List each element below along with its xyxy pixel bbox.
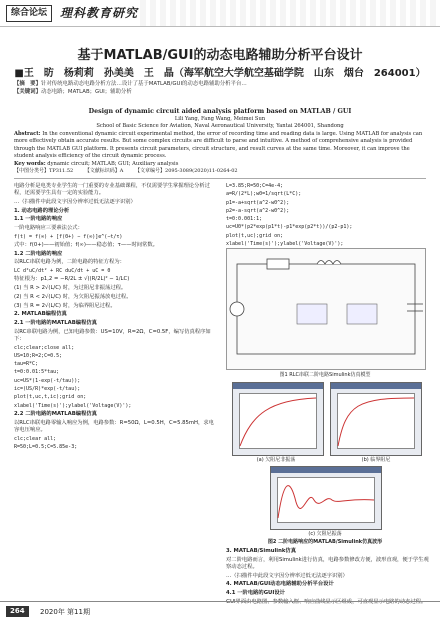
body-paragraph: 电路分析是电类专业学生的一门重要的专业基础课程，不仅需要学生掌握理论分析过程，还需要学生具有一定的实验能力。 [14,183,210,197]
body-paragraph: 式中：f(0+)——初始值；f(∞)——稳态值；τ——时间常数。 [14,242,158,249]
inductor-symbol [317,261,341,265]
sim-plot [239,393,317,449]
body-paragraph: …（扫描件中此段文字因分辨率过低无法逐字识别） [14,198,136,205]
keywords-label: 【关键词】 [14,89,41,95]
section-heading: 4.1 一阶电路的GUI设计 [226,590,285,597]
english-title: Design of dynamic circuit aided analysis platform based on MATLAB / GUI [88,108,352,115]
english-affiliation: School of Basic Science for Aviation, Naval Aeronautical University, Yantai 264001, Shandong [96,123,344,129]
code-line: R=50;L=0.5;C=5.85e-3; [14,443,78,450]
body-column-left [14,183,217,452]
sim-titlebar [271,467,381,473]
code-line: f(t) = f(∞) + [f(0+) − f(∞)]e^(−t/τ) [14,233,123,240]
body-paragraph: 以RLC串联电路零输入响应为例，电路参数：R=50Ω，L=0.5H，C=5.85mH，求电容电压响应。 [14,419,214,433]
body-paragraph: 对二阶电路而言，利用Simulink进行仿真，电路参数修改方便，波形直观，便于学生观察动态过程。 [226,556,429,570]
figure-1-caption: 图1 RLC串联二阶电路Simulink仿真模型 [279,372,371,378]
sim-plot [337,393,415,449]
body-paragraph: 以RC串联电路为例，已知电路参数：US=10V，R=2Ω，C=0.5F，编写仿真程序如下： [14,328,211,342]
body-column-right [226,183,429,247]
resistor-symbol [267,259,289,269]
sim-c-caption: (c) 欠阻尼振荡 [308,531,342,537]
code-line: tau=R*C; [14,361,39,368]
body-paragraph: (3) 当 R = 2√(L/C) 时，为临界阻尼过程。 [14,302,116,309]
sim-window-a [232,382,324,456]
section-heading: 3. MATLAB/Simulink仿真 [226,548,296,554]
sim-titlebar [233,383,323,389]
code-line: xlabel('Time(s)');ylabel('Voltage(V)'); [226,241,344,248]
code-line: t=0:0.01:5*tau; [14,369,60,376]
sim-curve-c [278,478,374,522]
code-line: US=10;R=2;C=0.5; [14,352,63,359]
section-heading: 1.2 二阶电路的响应 [14,250,63,257]
code-line: ic=(US/R)*exp(-t/tau); [14,386,81,393]
divider [14,178,426,179]
body-paragraph: 一阶电路响应三要素法公式： [14,225,83,232]
en-abstract-text: In the conventional dynamic circuit experimental method, the error of recording time and reading data is large. Using MATLAB for analysis can more effectively obtain accurate results. But some complex circuits are difficult to parse and intuitive. A method of comprehensive analysis is provided through the MATLAB GUI platform. It presents circuit parameters, circuit structure, and result curves at the same time. Moreover, it can improve the student analysis efficiency of the circuit dynamic process. [14,131,423,160]
page-number: 264 [6,606,29,617]
abstract-en [14,131,426,168]
sim-a-caption: (a) 欠阻尼非振荡 [256,457,296,463]
voltage-source-symbol [230,302,244,316]
body-paragraph: 以RLC串联电路为例，二阶电路的特征方程为： [14,259,125,266]
article-title: 基于MATLAB/GUI的动态电路辅助分析平台设计 [77,48,363,63]
code-line: t=0:0.001:1; [226,216,263,223]
circuit-diagram [226,248,426,370]
section-heading: 2. MATLAB编程仿真 [14,311,67,318]
sim-window-b [330,382,422,456]
article-authors: ■王 昉 杨莉莉 孙美美 王 晶（海军航空大学航空基础学院 山东 烟台 264001） [14,68,426,79]
document-code: 【文献标识码】A [84,168,124,174]
sim-titlebar [331,383,421,389]
code-line: xlabel('Time(s)');ylabel('Voltage(V)'); [14,402,132,409]
sim-curve-b [338,394,414,448]
sim-window-c [270,466,382,530]
page-header [0,0,440,27]
code-line: clc;clear;close all; [14,344,75,351]
body-paragraph: (1) 当 R > 2√(L/C) 时，为过阻尼非振荡过程。 [14,285,127,292]
header-decoration [140,0,440,26]
issue-label: 2020年 第11期 [40,608,90,616]
english-authors: Lili Yang, Fang Wang, Meimei Sun [174,116,266,122]
code-line: a=R/(2*L);w0=1/sqrt(L*C); [226,191,302,198]
code-line: p2=-a-sqrt(a^2-w0^2); [226,207,290,214]
en-keywords-text: dynamic circuit; MATLAB; GUI; Auxiliary analysis [47,160,179,167]
clc-number: 【中图分类号】TP311.52 [14,168,74,174]
en-abstract-label: Abstract: [14,131,41,137]
article-meta [14,167,426,174]
section-heading: 4. MATLAB/GUI动态电路辅助分析平台设计 [226,581,334,588]
code-line: plot(t,uc);grid on; [226,232,284,239]
sim-curve-a [240,394,316,448]
abstract-cn [14,80,426,96]
section-heading: 1. 动态电路的理论分析 [14,207,70,214]
page-footer [0,598,440,621]
code-line: p1=-a+sqrt(a^2-w0^2); [226,199,290,206]
article-id: 【文章编号】2095-3089(2020)11-0264-02 [135,168,238,174]
sim-b-caption: (b) 临界阻尼 [361,457,391,463]
measurement-block [347,304,377,324]
code-line: uc=US*(1-exp(-t/tau)); [14,377,81,384]
section-heading: 1.1 一阶电路的响应 [14,216,63,223]
circuit-schematic [227,249,425,369]
code-line: clc;clear all; [14,435,57,442]
code-line: uc=U0*(p2*exp(p1*t)-p1*exp(p2*t))/(p2-p1); [226,224,353,231]
body-paragraph: 特征根为：p1,2 = −R/2L ± √((R/2L)² − 1/LC) [14,276,130,283]
abstract-text: 针对传统电路动态电路分析方法…设计了基于MATLAB/GUI的动态电路辅助分析平台… [40,81,247,87]
sim-plot [277,477,375,523]
en-keywords-label: Key words: [14,160,46,167]
section-heading: 2.1 一阶电路的MATLAB编程仿真 [14,319,97,326]
code-line: L=3.85;R=50;C=4e-4; [226,183,284,189]
figure-2-caption: 图2 二阶电路响应的MATLAB/Simulink仿真波形 [267,539,383,545]
body-paragraph: GUI界面由电路图、参数输入框、响应曲线显示区组成，可直观显示电路的动态过程。 [226,598,427,605]
body-paragraph: …（扫描件中此段文字因分辨率过低无法逐字识别） [226,572,348,579]
body-paragraph: (2) 当 R < 2√(L/C) 时，为欠阻尼振荡放电过程。 [14,293,132,300]
code-line: LC d²uC/dt² + RC duC/dt + uC = 0 [14,268,111,275]
section-heading: 2.2 二阶电路的MATLAB编程仿真 [14,410,97,417]
category-label: 综合论坛 [6,5,52,22]
keywords-text: 动态电路；MATLAB；GUI；辅助分析 [40,89,132,95]
body-column-right-lower [226,548,429,605]
code-line: plot(t,uc,t,ic);grid on; [14,394,87,401]
scope-block [297,304,327,324]
abstract-label: 【摘 要】 [14,81,41,87]
journal-logo: 理科教育研究 [60,6,139,20]
